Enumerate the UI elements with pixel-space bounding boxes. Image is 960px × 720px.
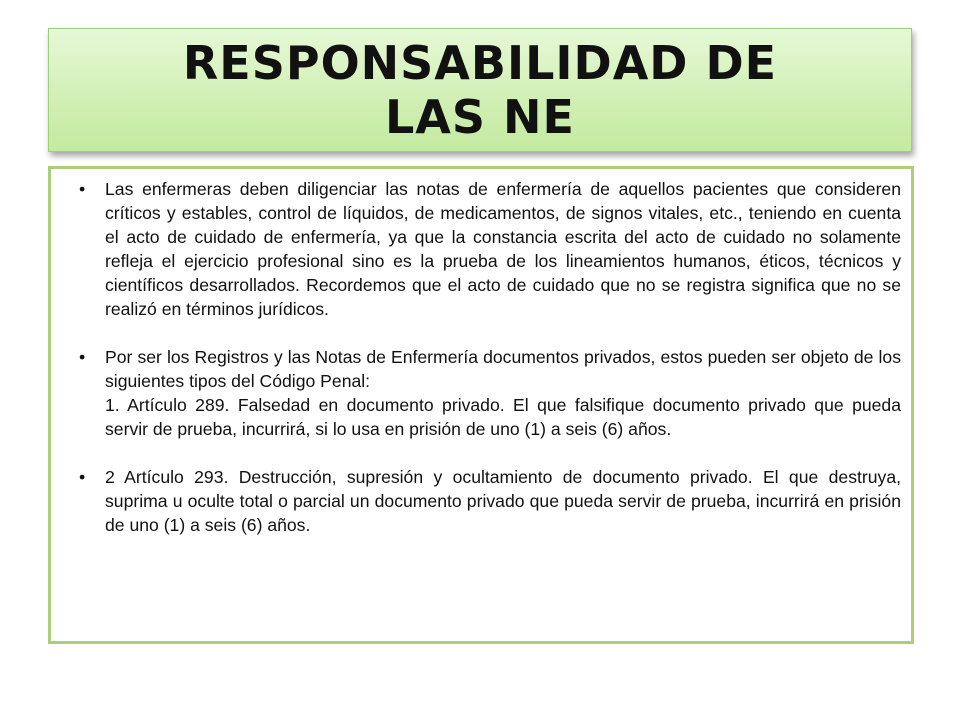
content-box (48, 166, 914, 644)
bullet-icon: • (79, 467, 86, 487)
bullet-text: Por ser los Registros y las Notas de Enfermería documentos privados, estos pueden ser objeto de los siguientes tipos del Código Penal: 1. Artículo 289. Falsedad en documento privado. El que falsifique documento privado que pueda servir de prueba, incurrirá, si lo usa en prisión de uno (1) a seis (6) años. (105, 347, 901, 439)
bullet-item-articulo-289 (79, 345, 901, 441)
bullet-text: Las enfermeras deben diligenciar las notas de enfermería de aquellos pacientes que consideren críticos y estables, control de líquidos, de medicamentos, de signos vitales, etc., teniendo en cuenta el acto de cuidado de enfermería, ya que la constancia escrita del acto de cuidado no solamente refleja el ejercicio profesional sino es la prueba de los lineamientos humanos, éticos, técnicos y científicos desarrollados. Recordemos que el acto de cuidado que no se registra significa que no se realizó en términos jurídicos. (105, 179, 901, 319)
bullet-icon: • (79, 179, 86, 199)
slide-title: RESPONSABILIDAD DE LAS NE (182, 36, 778, 144)
title-box (48, 28, 912, 152)
bullet-icon: • (79, 347, 86, 367)
bullet-list (79, 177, 901, 537)
bullet-item-notas (79, 177, 901, 321)
bullet-text: 2 Artículo 293. Destrucción, supresión y ocultamiento de documento privado. El que destruya, suprima u oculte total o parcial un documento privado que pueda servir de prueba, incurrirá en prisión de uno (1) a seis (6) años. (105, 467, 901, 535)
bullet-item-articulo-293 (79, 465, 901, 537)
